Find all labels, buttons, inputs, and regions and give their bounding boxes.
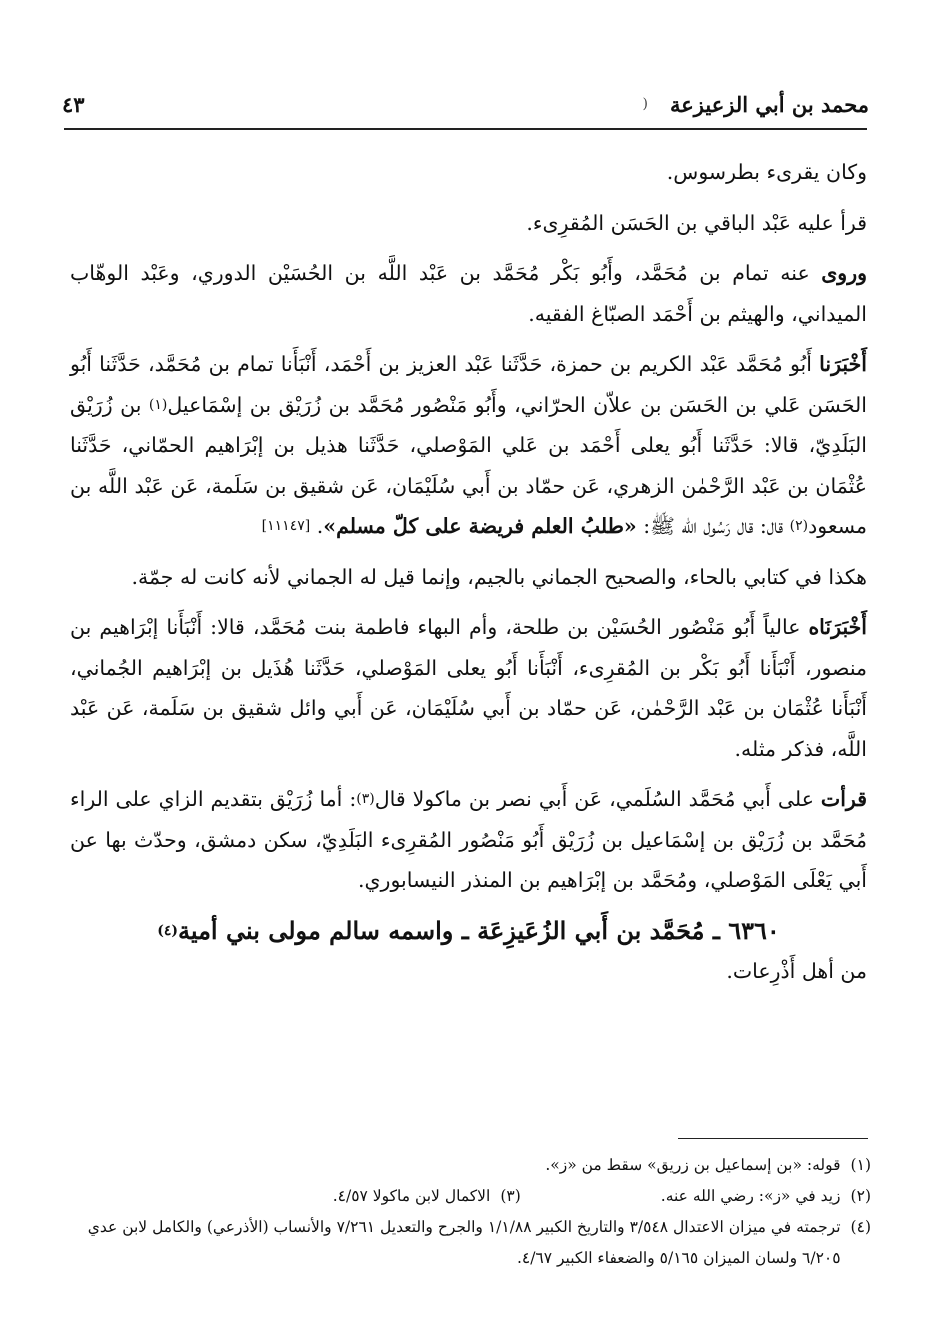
paragraph-3-text: عنه تمام بن مُحَمَّد، وأَبُو بَكْر مُحَمَّد بن عَبْد اللَّه بن الحُسَيْن الدوري، وعَبْد الوهّاب الميداني، والهيثم بن أَحْمَد الصبّاغ الفقيه. (70, 261, 867, 326)
paragraph-4-text-c: قال: قال رَسُول الله ﷺ: (636, 514, 790, 538)
footnote-1-text: قوله: «بن إسماعيل بن زريق» سقط من «ز». (545, 1156, 841, 1174)
footnote-2-number: (٢) (850, 1187, 871, 1205)
running-head (62, 84, 869, 124)
footnote-3 (333, 1181, 521, 1212)
main-text (70, 152, 867, 1002)
footnote-ref-2: (٢) (789, 518, 809, 534)
entry-heading (70, 911, 867, 952)
paragraph-4-text-b: بن زُرَيْق البَلَدِيّ، قالا: حَدَّثَنا أَبُو يعلى أَحْمَد بن عَلي المَوْصلي، حَدَّثَنا هذيل بن إبْرَاهيم الحمّاني، حَدَّثَنا عُثْمَان بن عَبْد الرَّحْمٰن الزهري، عَن حمّاد بن أَبي سُلَيْمَان، عَن شقيق بن سَلَمة، عَن عَبْد اللَّه بن مسعود (70, 392, 867, 538)
footnote-ref-4: (٤) (157, 922, 178, 939)
footnote-2-text: زيد في «ز»: رضي الله عنه. (660, 1187, 841, 1205)
paragraph-7-text-a: على أَبي مُحَمَّد السُلَمي، عَن أَبي نصر بن ماكولا قال (374, 787, 821, 811)
paragraph-1: وكان يقرىء بطرسوس. (666, 160, 867, 184)
paragraph-7-text-b: : أما زُرَيْق بتقديم الزاي على الراء مُحَمَّد بن زُرَيْق بن إسْمَاعيل بن زُرَيْق أَبُو مَنْصُور المُقرِىء البَلَدِيّ، سكن دمشق، وحدّث بها عن أَبي يَعْلَى المَوْصلي، ومُحَمَّد بن إبْرَاهيم بن المنذر النيسابوري. (70, 787, 867, 892)
paragraph-6 (70, 607, 867, 769)
hadith-number: [١١١٤٧] (261, 518, 311, 534)
running-head-title: محمد بن أبي الزعيزعة (670, 91, 869, 117)
paragraph-3 (70, 253, 867, 334)
paragraph-4-text-a: أَبُو مُحَمَّد عَبْد الكريم بن حمزة، حَدَّثَنا عَبْد العزيز بن أَحْمَد، أَنْبَأَنا تمام بن مُحَمَّد، حَدَّثَنا أَبُو الحَسَن عَلي بن الحَسَن بن علاّن الحرّاني، وأَبُو مَنْصُور مُحَمَّد بن زُرَيْق بن إسْمَاعيل (70, 352, 867, 417)
paragraph-8: من أهل أَذْرِعات. (726, 959, 867, 983)
running-head-mark: ( (642, 96, 649, 112)
footnote-1-number: (١) (850, 1156, 871, 1174)
paragraph-6-lead: أَخْبَرَنَاه (808, 615, 867, 639)
paragraph-7 (70, 779, 867, 901)
paragraph-7-lead: قرأت (820, 787, 867, 811)
paragraph-3-lead: وروى (821, 261, 867, 285)
page-number: ٤٣ (62, 91, 85, 117)
footnote-ref-1: (١) (148, 396, 168, 413)
footnote-1 (80, 1150, 871, 1181)
hadith-text: «طلبُ العلم فريضة على كلّ مسلم» (323, 514, 637, 538)
paragraph-4-lead: أَخْبَرَنا (819, 352, 867, 376)
paragraph-4-text-d: . (310, 514, 324, 538)
footnote-row-2-3 (80, 1181, 871, 1212)
footnote-2 (661, 1181, 871, 1212)
footnote-3-number: (٣) (500, 1187, 521, 1205)
paragraph-2: قرأ عليه عَبْد الباقي بن الحَسَن المُقرِىء. (526, 210, 867, 235)
paragraph-5: هكذا في كتابي بالحاء، والصحيح الجماني بالجيم، وإنما قيل له الجماني لأنه كانت له جمّة. (131, 564, 867, 589)
footnotes (80, 1150, 871, 1274)
footnote-ref-3: (٣) (356, 791, 375, 807)
header-rule (64, 128, 867, 130)
footnote-4 (80, 1212, 871, 1274)
footnote-rule (678, 1138, 868, 1139)
footnote-4-text: ترجمته في ميزان الاعتدال ٣/٥٤٨ والتاريخ الكبير ١/١/٨٨ والجرح والتعديل ٧/٢٦١ والأنساب (الأذرعي) والكامل لابن عدي ٦/٢٠٥ ولسان الميزان ٥/١٦٥ والضعفاء الكبير ٤/٦٧. (87, 1218, 841, 1267)
entry-heading-text: ٦٣٦٠ ـ مُحَمَّد بن أَبي الزُعَيزِعَة ـ واسمه سالم مولى بني أمية (177, 915, 780, 945)
footnote-4-number: (٤) (850, 1218, 871, 1236)
footnote-3-text: الاكمال لابن ماكولا ٤/٥٧. (332, 1187, 491, 1205)
paragraph-6-text: عالياً أَبُو مَنْصُور الحُسَيْن بن طلحة، وأم البهاء فاطمة بنت مُحَمَّد، قالا: أَنْبَأَنا إبْرَاهيم بن منصور، أَنْبَأَنا أَبُو بَكْر بن المُقرِىء، أَنْبَأَنا أَبُو يعلى المَوْصلي، حَدَّثَنا هُذَيل بن إبْرَاهيم الجُماني، أَنْبَأَنا عُثْمَان بن عَبْد الرَّحْمٰن، عَن حمّاد بن أَبي سُلَيْمَان، عَن أَبي وائل شقيق بن سَلَمة، عَن عَبْد اللَّه، فذكر مثله. (70, 615, 867, 761)
paragraph-4 (70, 344, 867, 547)
